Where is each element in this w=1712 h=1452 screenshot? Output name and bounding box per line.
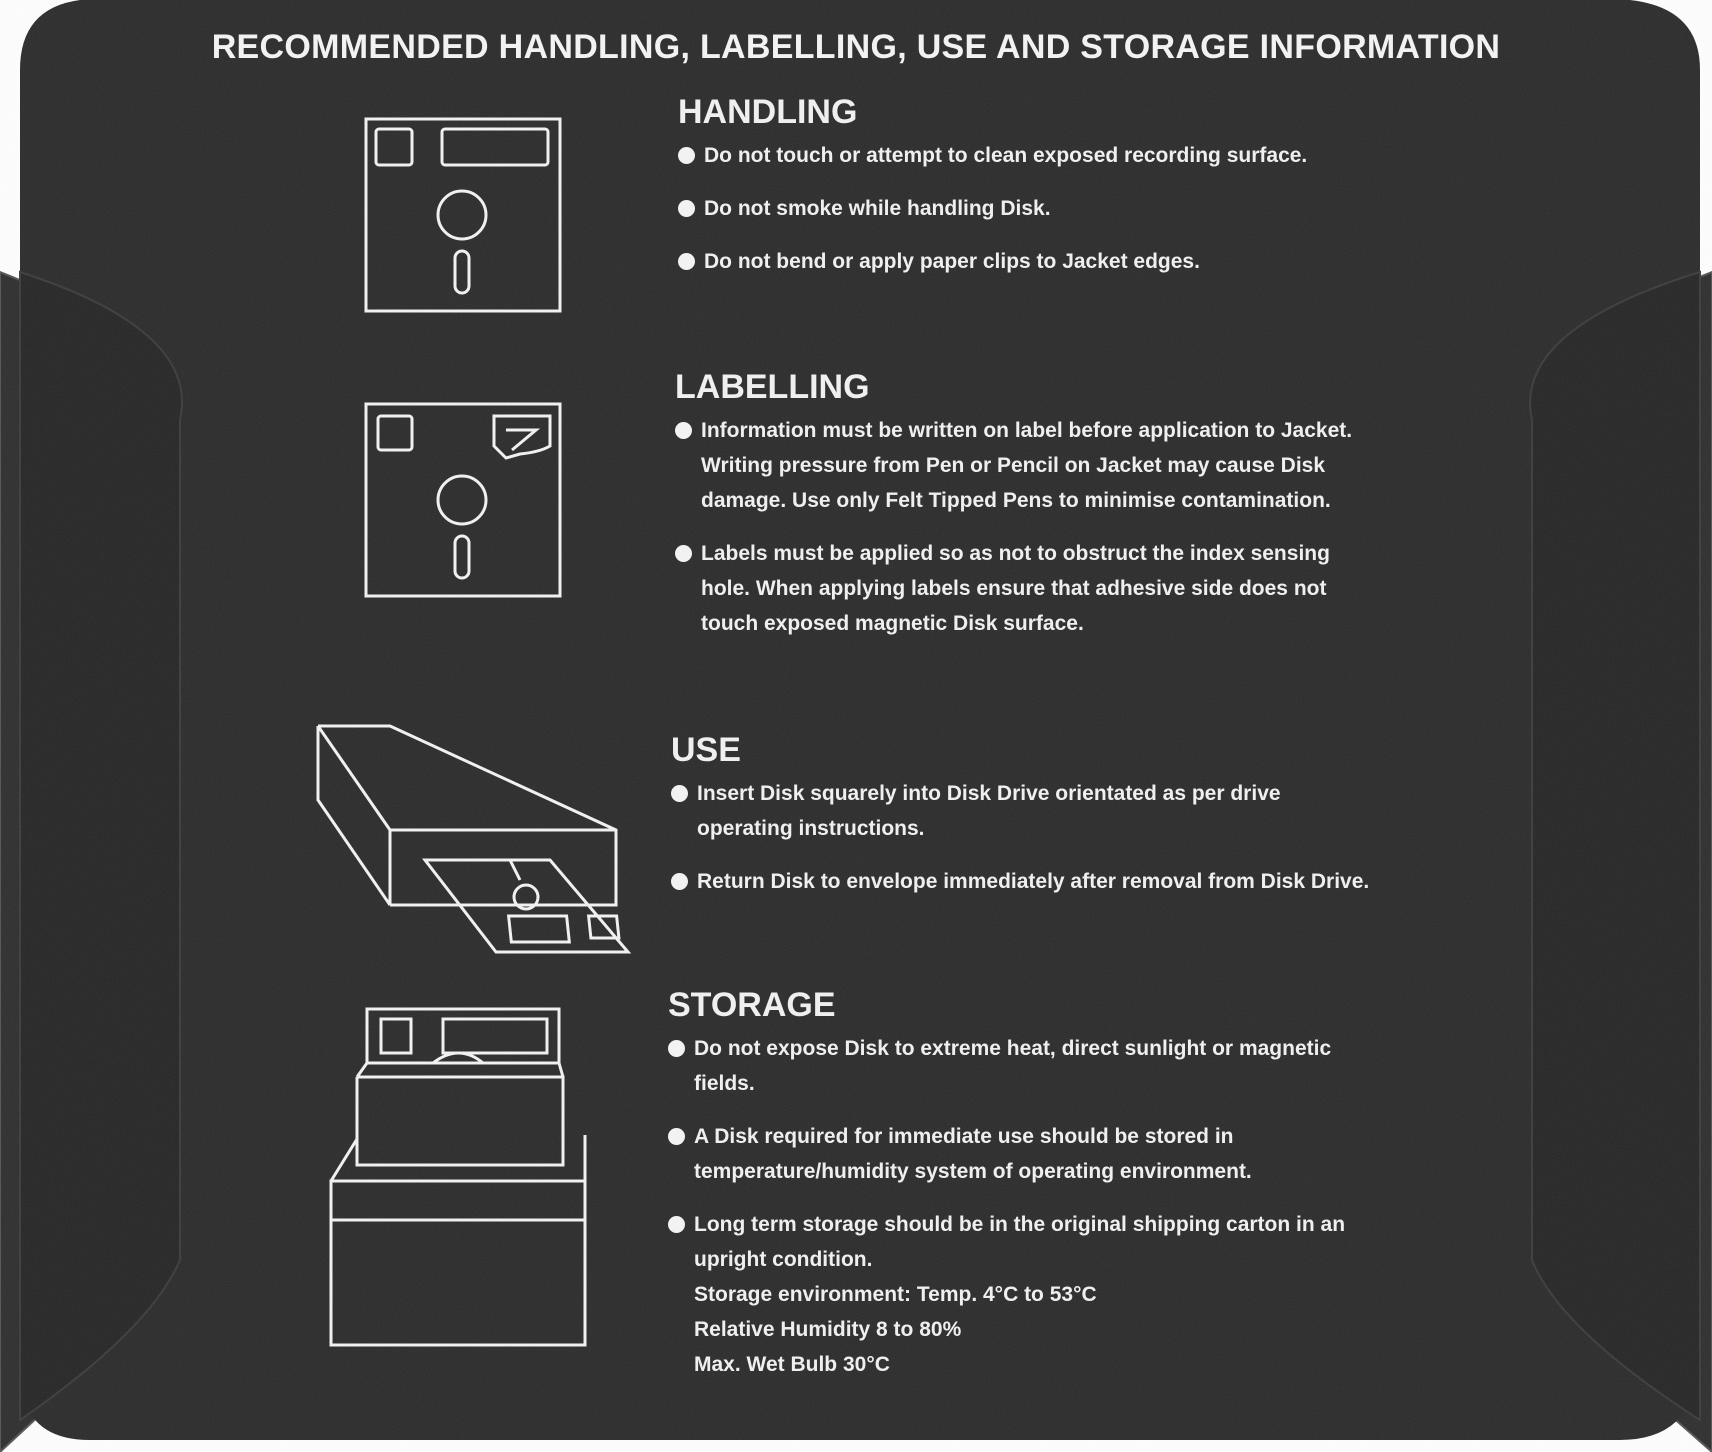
list-item: A Disk required for immediate use should be stored in temperature/humidity system of operating environment. xyxy=(668,1119,1368,1189)
use-heading: USE xyxy=(671,731,741,769)
list-item-text: Long term storage should be in the original shipping carton in an upright condition. xyxy=(694,1213,1346,1271)
use-section xyxy=(671,730,1371,917)
labelled-floppy-disk-icon xyxy=(360,400,565,600)
list-item: Return Disk to envelope immediately after removal from Disk Drive. xyxy=(671,864,1371,899)
use-list xyxy=(671,776,1371,899)
storage-list xyxy=(668,1031,1368,1382)
list-item: Do not smoke while handling Disk. xyxy=(678,191,1338,226)
list-item: Insert Disk squarely into Disk Drive orientated as per drive operating instructions. xyxy=(671,776,1371,846)
storage-temperature: Storage environment: Temp. 4°C to 53°C xyxy=(694,1283,1097,1306)
labelling-section xyxy=(675,367,1375,659)
labelling-list xyxy=(675,413,1375,641)
handling-list xyxy=(678,138,1338,279)
list-item: Information must be written on label before application to Jacket. Writing pressure from Pen or Pencil on Jacket may cause Disk damage. Use only Felt Tipped Pens to minimise contamination. xyxy=(675,413,1375,518)
page-title: RECOMMENDED HANDLING, LABELLING, USE AND STORAGE INFORMATION xyxy=(211,28,1501,66)
labelling-heading: LABELLING xyxy=(675,368,870,406)
storage-section xyxy=(668,985,1368,1382)
storage-wet-bulb: Max. Wet Bulb 30°C xyxy=(694,1353,890,1376)
handling-section xyxy=(678,92,1338,297)
storage-humidity: Relative Humidity 8 to 80% xyxy=(694,1318,962,1341)
list-item: Labels must be applied so as not to obstruct the index sensing hole. When applying labels ensure that adhesive side does not touch exposed magnetic Disk surface. xyxy=(675,536,1375,641)
storage-box-icon xyxy=(325,1005,590,1355)
disk-drive-icon xyxy=(310,720,640,955)
list-item: Do not bend or apply paper clips to Jacket edges. xyxy=(678,244,1338,279)
storage-heading: STORAGE xyxy=(668,986,836,1024)
handling-heading: HANDLING xyxy=(678,93,858,131)
floppy-disk-icon xyxy=(360,115,565,315)
list-item: Do not expose Disk to extreme heat, direct sunlight or magnetic fields. xyxy=(668,1031,1368,1101)
list-item xyxy=(668,1207,1368,1382)
list-item: Do not touch or attempt to clean exposed recording surface. xyxy=(678,138,1338,173)
